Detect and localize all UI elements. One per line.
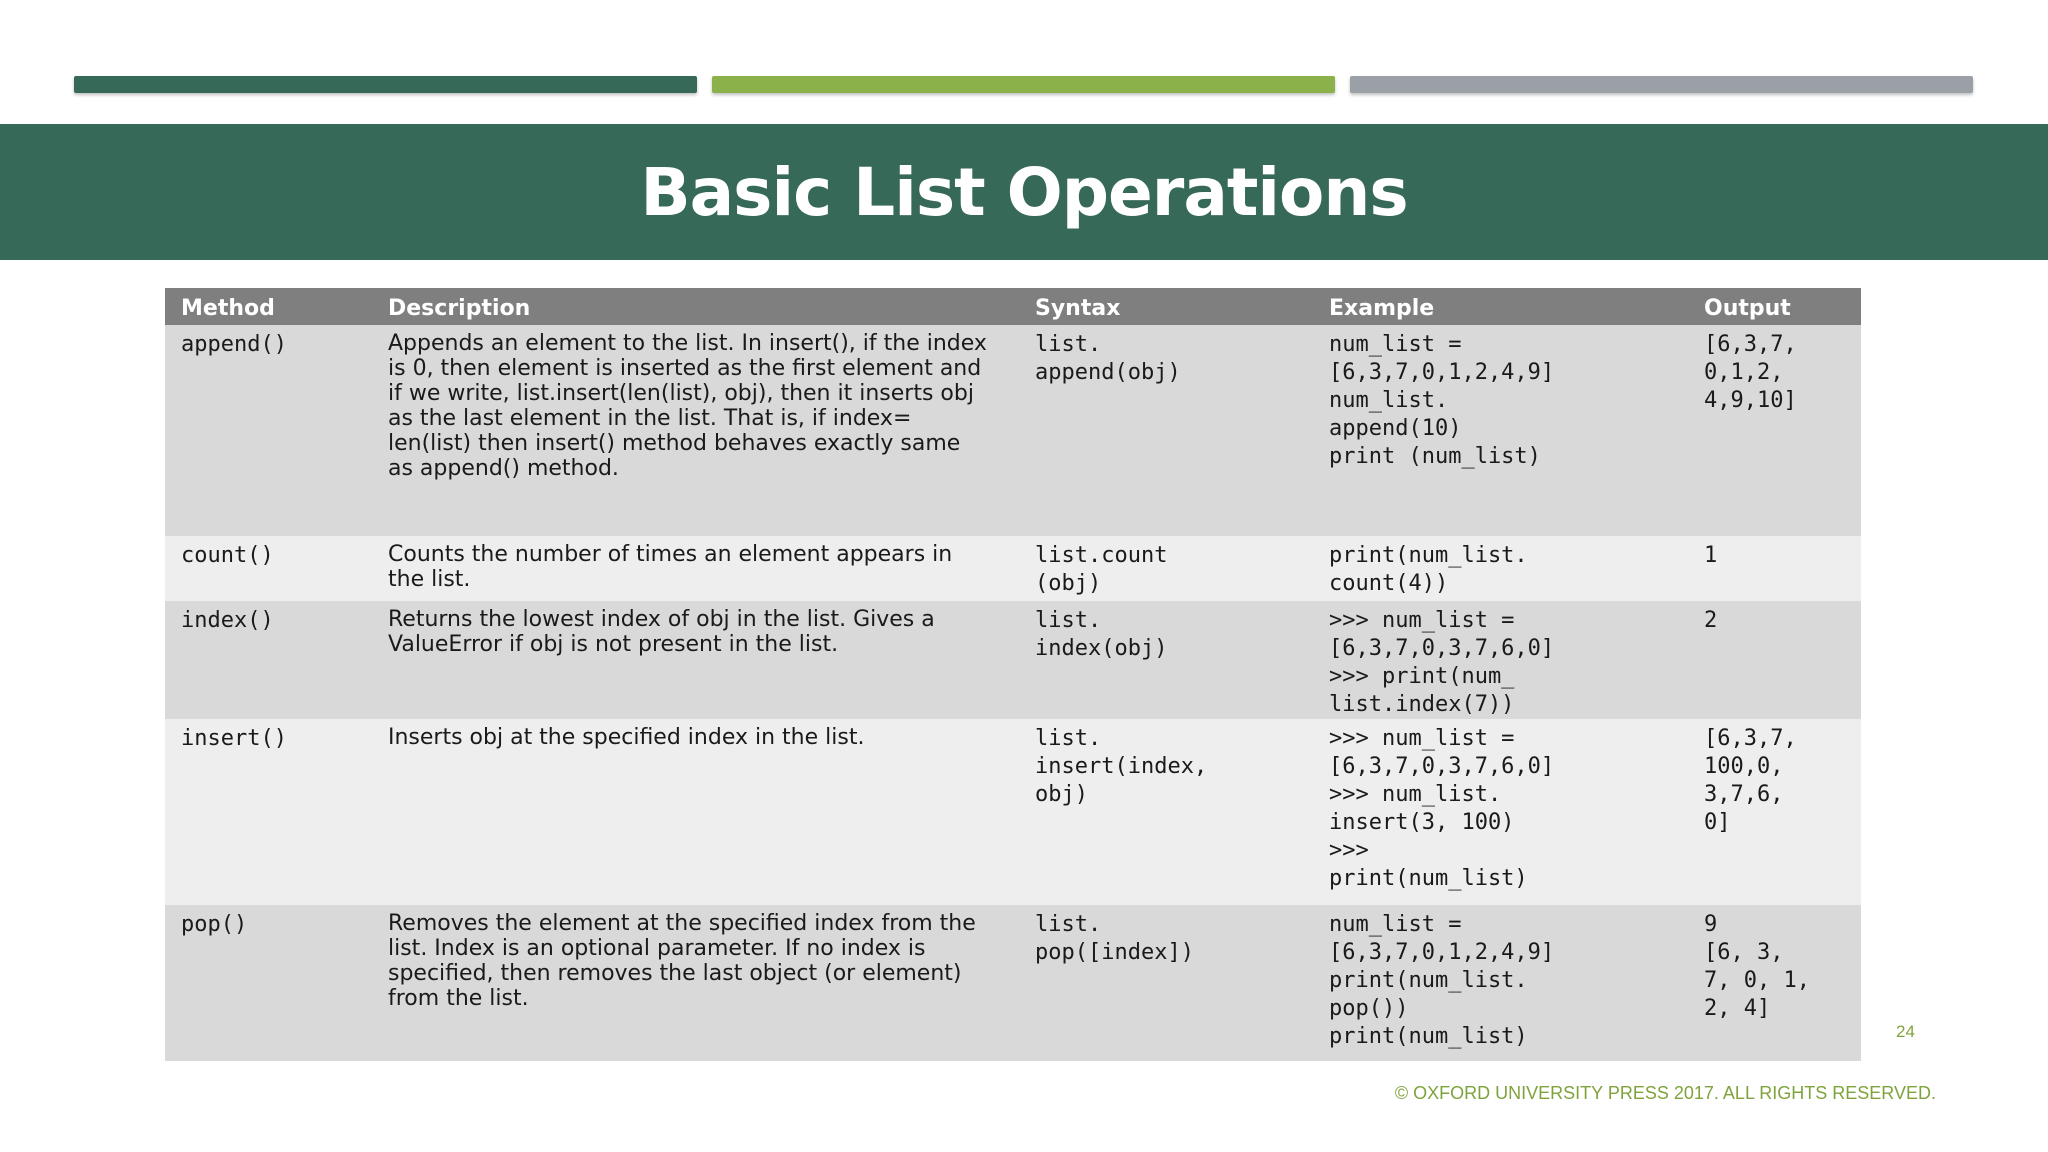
output-cell: 9 [6, 3, 7, 0, 1, 2, 4] bbox=[1704, 912, 1810, 1021]
table-row-pop bbox=[165, 905, 1861, 1061]
output-cell: [6,3,7, 0,1,2, 4,9,10] bbox=[1704, 332, 1797, 413]
method-cell: pop() bbox=[181, 912, 248, 937]
header-syntax: Syntax bbox=[1035, 296, 1121, 321]
example-cell: >>> num_list = [6,3,7,0,3,7,6,0] >>> num_list. insert(3, 100) >>> print(num_list) bbox=[1329, 726, 1555, 891]
table-header-row bbox=[165, 288, 1861, 325]
example-cell: num_list = [6,3,7,0,1,2,4,9] num_list. append(10) print (num_list) bbox=[1329, 332, 1555, 469]
output-cell: 2 bbox=[1704, 608, 1718, 633]
method-cell: count() bbox=[181, 543, 274, 568]
syntax-cell: list. append(obj) bbox=[1035, 332, 1181, 385]
header-output: Output bbox=[1704, 296, 1791, 321]
table-row-index bbox=[165, 601, 1861, 719]
example-cell: print(num_list. count(4)) bbox=[1329, 543, 1528, 596]
header-description: Description bbox=[388, 296, 531, 321]
syntax-cell: list.count (obj) bbox=[1035, 543, 1168, 596]
list-operations-table-container bbox=[165, 288, 1861, 1061]
top-accent-bar-dark-green bbox=[74, 76, 697, 93]
list-operations-table bbox=[165, 288, 1861, 1061]
description-cell: Counts the number of times an element appears in the list. bbox=[388, 542, 953, 592]
header-method: Method bbox=[181, 296, 275, 321]
example-cell: num_list = [6,3,7,0,1,2,4,9] print(num_list. pop()) print(num_list) bbox=[1329, 912, 1555, 1049]
syntax-cell: list. index(obj) bbox=[1035, 608, 1168, 661]
method-cell: append() bbox=[181, 332, 287, 357]
table-row-count bbox=[165, 536, 1861, 601]
header-example: Example bbox=[1329, 296, 1435, 321]
slide-title: Basic List Operations bbox=[640, 153, 1408, 231]
description-cell: Returns the lowest index of obj in the list. Gives a ValueError if obj is not present in the list. bbox=[388, 607, 935, 657]
syntax-cell: list. insert(index, obj) bbox=[1035, 726, 1208, 807]
copyright-notice: © OXFORD UNIVERSITY PRESS 2017. ALL RIGHTS RESERVED. bbox=[1394, 1083, 1936, 1103]
method-cell: index() bbox=[181, 608, 274, 633]
page-number: 24 bbox=[1896, 1022, 1915, 1041]
description-cell: Inserts obj at the specified index in the list. bbox=[388, 725, 865, 750]
description-cell: Appends an element to the list. In insert(), if the index is 0, then element is inserted as the first element and if we write, list.insert(len(list), obj), then it inserts obj as the last element in the list. That is, if index= len(list) then insert() method behaves exactly same as append() method. bbox=[388, 331, 987, 481]
output-cell: 1 bbox=[1704, 543, 1718, 568]
title-band bbox=[0, 124, 2048, 260]
output-cell: [6,3,7, 100,0, 3,7,6, 0] bbox=[1704, 726, 1797, 835]
top-accent-bar-light-green bbox=[712, 76, 1335, 93]
syntax-cell: list. pop([index]) bbox=[1035, 912, 1194, 965]
method-cell: insert() bbox=[181, 726, 287, 751]
table-row-insert bbox=[165, 719, 1861, 905]
table-row-append bbox=[165, 325, 1861, 536]
example-cell: >>> num_list = [6,3,7,0,3,7,6,0] >>> print(num_ list.index(7)) bbox=[1329, 608, 1555, 717]
description-cell: Removes the element at the specified index from the list. Index is an optional parameter. If no index is specified, then removes the last object (or element) from the list. bbox=[388, 911, 976, 1011]
top-accent-bar-gray bbox=[1350, 76, 1973, 93]
